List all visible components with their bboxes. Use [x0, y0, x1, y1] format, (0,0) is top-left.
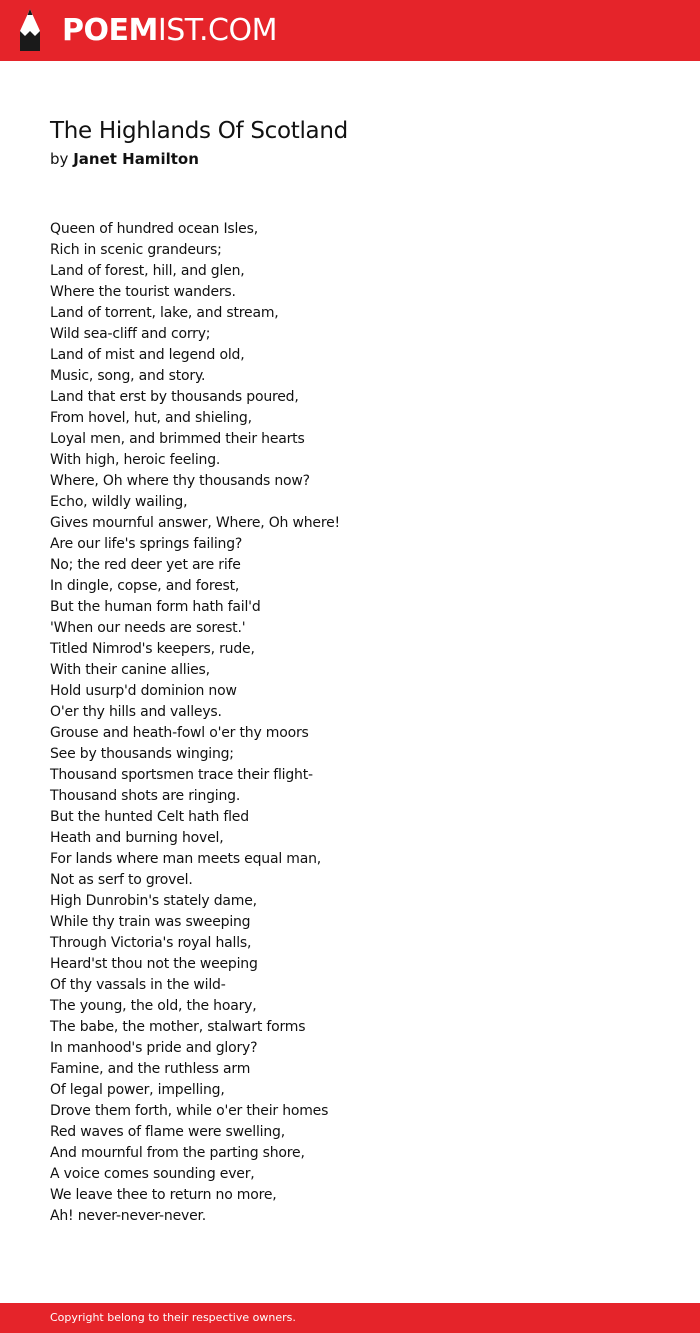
poem-line: Music, song, and story. [50, 368, 206, 384]
poem-line: Drove them forth, while o'er their homes [50, 1103, 329, 1119]
poem-line: Famine, and the ruthless arm [50, 1061, 251, 1077]
poem-line: Thousand sportsmen trace their flight- [50, 767, 313, 783]
poem-line: While thy train was sweeping [50, 914, 251, 930]
poem-line: Thousand shots are ringing. [50, 788, 241, 804]
poem-line: Land that erst by thousands poured, [50, 389, 299, 405]
logo-light-text: IST.COM [157, 13, 277, 48]
poem-line: Where the tourist wanders. [50, 284, 236, 300]
poem-byline [50, 149, 199, 169]
poem-line: But the hunted Celt hath fled [50, 809, 249, 825]
poem-line: With their canine allies, [50, 662, 210, 678]
poem-line: We leave thee to return no more, [50, 1187, 277, 1203]
poem-line: Rich in scenic grandeurs; [50, 242, 222, 258]
poem-line: With high, heroic feeling. [50, 452, 221, 468]
pencil-tip-icon[interactable] [17, 9, 43, 51]
poem-line: Queen of hundred ocean Isles, [50, 221, 258, 237]
poem-line: Where, Oh where thy thousands now? [50, 473, 310, 489]
by-label: by [50, 150, 69, 168]
poem-line: Heard'st thou not the weeping [50, 956, 258, 972]
poem-line: Echo, wildly wailing, [50, 494, 188, 510]
poem-line: Not as serf to grovel. [50, 872, 193, 888]
poem-line: From hovel, hut, and shieling, [50, 410, 252, 426]
poem-line: Titled Nimrod's keepers, rude, [50, 641, 255, 657]
poem-line: A voice comes sounding ever, [50, 1166, 255, 1182]
poem-line: Of thy vassals in the wild- [50, 977, 226, 993]
poem-line: 'When our needs are sorest.' [50, 620, 246, 636]
poem-line: Are our life's springs failing? [50, 536, 243, 552]
site-logo[interactable] [62, 13, 277, 49]
site-footer [0, 1303, 700, 1333]
poem-line: Land of mist and legend old, [50, 347, 245, 363]
poem-line: Heath and burning hovel, [50, 830, 224, 846]
poem-line: Hold usurp'd dominion now [50, 683, 237, 699]
poem-line: But the human form hath fail'd [50, 599, 261, 615]
poem-title: The Highlands Of Scotland [50, 118, 348, 144]
poem-line: Land of forest, hill, and glen, [50, 263, 245, 279]
author-name: Janet Hamilton [73, 150, 199, 168]
poem-line: And mournful from the parting shore, [50, 1145, 305, 1161]
poem-line: For lands where man meets equal man, [50, 851, 322, 867]
poem-line: In manhood's pride and glory? [50, 1040, 258, 1056]
site-header [0, 0, 700, 61]
poem-line: In dingle, copse, and forest, [50, 578, 240, 594]
poem-line: No; the red deer yet are rife [50, 557, 241, 573]
poem-line: The babe, the mother, stalwart forms [50, 1019, 306, 1035]
poem-body [50, 219, 650, 1227]
poem-line: Land of torrent, lake, and stream, [50, 305, 279, 321]
poem-line: See by thousands winging; [50, 746, 234, 762]
poem-line: Grouse and heath-fowl o'er thy moors [50, 725, 309, 741]
logo-bold-text: POEM [62, 13, 158, 48]
poem-line: Wild sea-cliff and corry; [50, 326, 211, 342]
poem-line: Through Victoria's royal halls, [50, 935, 252, 951]
copyright-text: Copyright belong to their respective owners. [50, 1311, 296, 1324]
poem-line: Ah! never-never-never. [50, 1208, 207, 1224]
poem-line: Loyal men, and brimmed their hearts [50, 431, 305, 447]
poem-line: Red waves of flame were swelling, [50, 1124, 285, 1140]
poem-line: O'er thy hills and valleys. [50, 704, 222, 720]
poem-line: The young, the old, the hoary, [50, 998, 257, 1014]
poem-line: Of legal power, impelling, [50, 1082, 225, 1098]
poem-line: High Dunrobin's stately dame, [50, 893, 257, 909]
poem-line: Gives mournful answer, Where, Oh where! [50, 515, 340, 531]
